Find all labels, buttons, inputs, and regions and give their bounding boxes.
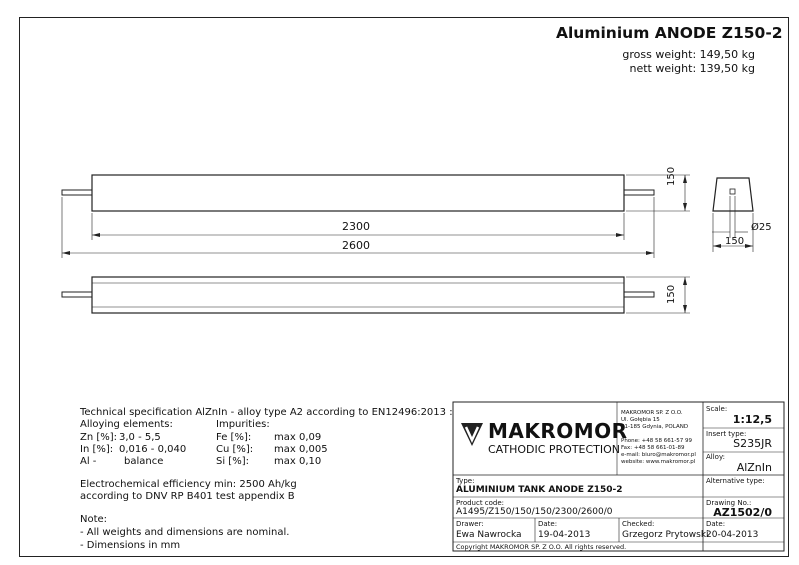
drawer-label: Drawer: (456, 520, 484, 528)
drawing-no-value: AZ1502/0 (713, 506, 772, 519)
insert-label: Insert type: (706, 430, 747, 438)
alt-type-label: Alternative type: (706, 477, 765, 485)
alloy-zn-value: 3,0 - 5,5 (119, 432, 161, 443)
alloy-al-value: balance (124, 456, 164, 467)
imp-fe-value: max 0,09 (274, 432, 322, 443)
nett-weight: nett weight: 139,50 kg (629, 62, 755, 75)
company-subtitle: CATHODIC PROTECTION (488, 443, 621, 456)
checked-label: Checked: (622, 520, 655, 528)
scale-value: 1:12,5 (732, 413, 772, 426)
code-label: Product code: (456, 499, 505, 507)
drawer-value: Ewa Nawrocka (456, 530, 522, 540)
insert-value: S235JR (733, 437, 772, 450)
alloying-heading: Alloying elements: (80, 419, 173, 430)
company-email: e-mail: biuro@makromor.pl (621, 452, 696, 458)
makromor-logo-icon (461, 423, 483, 446)
company-address-3: 81-185 Gdynia, POLAND (621, 424, 689, 430)
anode-top-view (92, 175, 624, 211)
note-line1: - All weights and dimensions are nominal. (80, 527, 290, 538)
company-address-1: MAKROMOR SP. Z O.O. (621, 410, 683, 416)
gross-weight: gross weight: 149,50 kg (622, 48, 755, 61)
dim-height-top: 150 (666, 166, 677, 186)
dim-2300: 2300 (342, 220, 370, 233)
anode-side-view (92, 277, 624, 313)
date2-value: 20-04-2013 (706, 530, 759, 540)
alloy-in-value: 0,016 - 0,040 (119, 444, 187, 455)
date1-label: Date: (538, 520, 558, 528)
company-website: website: www.makromor.pl (621, 459, 696, 465)
drawing-title: Aluminium ANODE Z150-2 (556, 24, 783, 42)
imp-cu-value: max 0,005 (274, 444, 328, 455)
efficiency-line2: according to DNV RP B401 test appendix B (80, 491, 295, 502)
imp-cu-label: Cu [%]: (216, 444, 254, 455)
imp-si-label: Si [%]: (216, 456, 249, 467)
date1-value: 19-04-2013 (538, 530, 591, 540)
core-left-bottom (62, 292, 92, 297)
core-right-bottom (624, 292, 654, 297)
company-name: MAKROMOR (488, 419, 628, 443)
alloy-value: AlZnIn (736, 461, 772, 474)
core-right-top (624, 190, 654, 195)
scale-label: Scale: (706, 405, 728, 413)
date2-label: Date: (706, 520, 726, 528)
note-heading: Note: (80, 514, 108, 525)
efficiency-line1: Electrochemical efficiency min: 2500 Ah/kg (80, 479, 297, 490)
impurities-heading: Impurities: (216, 419, 270, 430)
alloy-label: Alloy: (706, 453, 725, 461)
imp-fe-label: Fe [%]: (216, 432, 252, 443)
core-left-top (62, 190, 92, 195)
note-line2: - Dimensions in mm (80, 540, 181, 551)
dim-2600: 2600 (342, 239, 370, 252)
drawing-no-label: Drawing No.: (706, 499, 752, 507)
code-value: A1495/Z150/150/150/2300/2600/0 (456, 507, 613, 517)
dim-core-diameter: Ø25 (751, 222, 772, 233)
spec-heading: Technical specification AlZnIn - alloy type A2 according to EN12496:2013 : (80, 407, 453, 418)
copyright: Copyright MAKROMOR SP. Z O.O. All rights reserved. (456, 543, 627, 551)
dim-height-bottom: 150 (666, 284, 677, 304)
company-address-2: Ul. Gołębia 15 (621, 417, 660, 423)
alloy-zn-label: Zn [%]: (80, 432, 118, 443)
alloy-al-label: Al - (80, 456, 97, 467)
imp-si-value: max 0,10 (274, 456, 322, 467)
type-value: ALUMINIUM TANK ANODE Z150-2 (456, 485, 623, 495)
checked-value: Grzegorz Prytowski (622, 530, 709, 540)
alloy-in-label: In [%]: (80, 444, 114, 455)
dim-section-width: 150 (725, 236, 745, 247)
company-fax: Fax: +48 58 661-01-89 (621, 445, 685, 451)
anode-section-view (713, 178, 753, 211)
type-label: Type: (456, 477, 475, 485)
core-section (730, 189, 735, 194)
company-phone: Phone: +48 58 661-57 99 (621, 438, 692, 444)
